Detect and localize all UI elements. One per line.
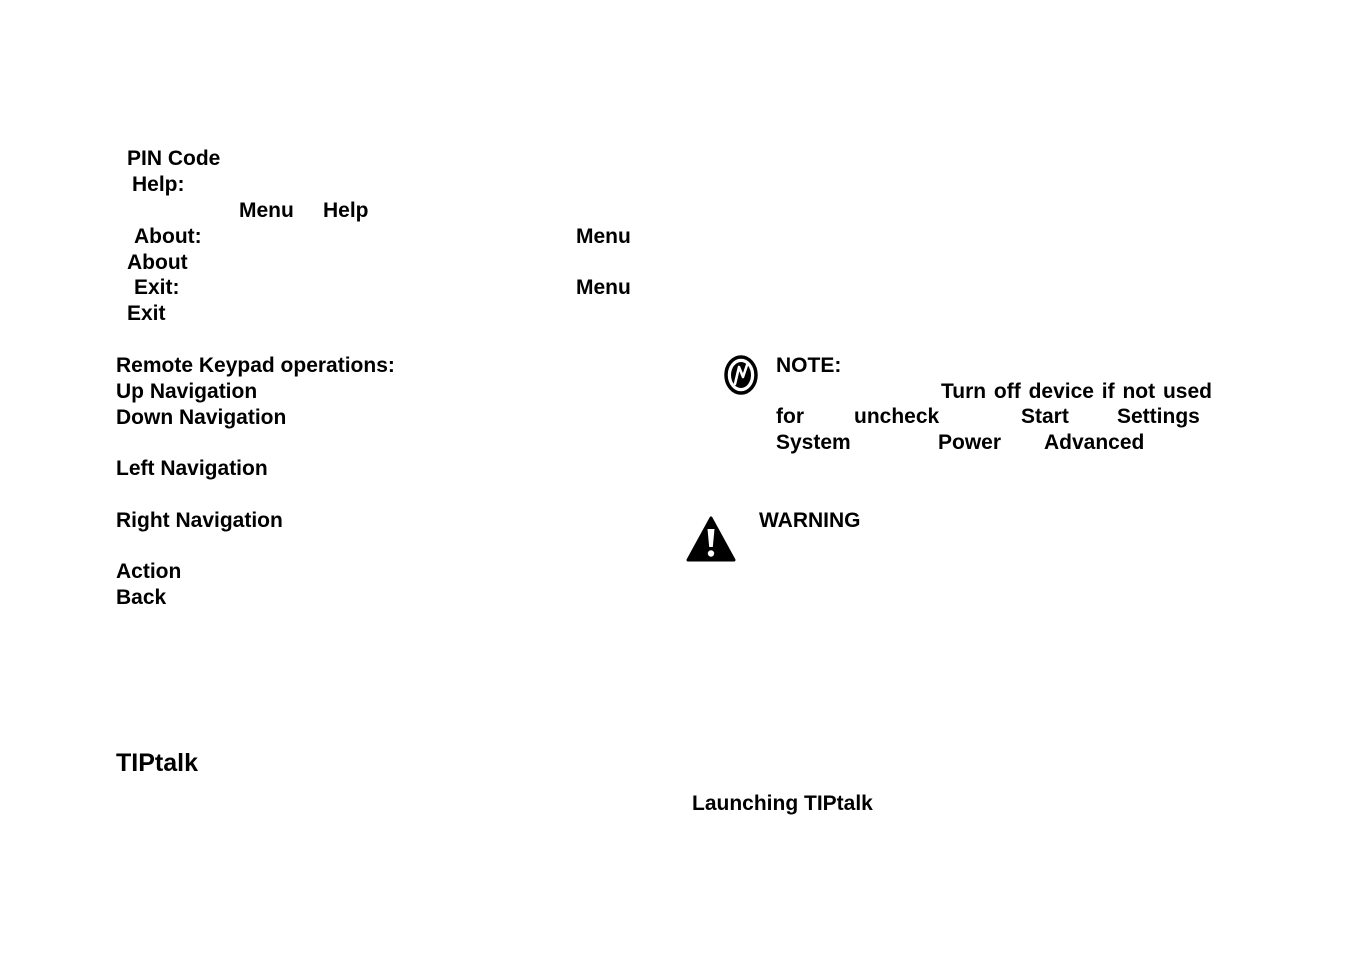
about-label: About: xyxy=(134,225,202,248)
keypad-up: Up Navigation xyxy=(116,380,258,403)
launching-title: Launching TIPtalk xyxy=(692,792,873,815)
note-word-start: Start xyxy=(1021,405,1069,428)
help-menu-word: Menu xyxy=(239,199,294,222)
note-label: NOTE: xyxy=(776,354,842,377)
note-word-for: for xyxy=(776,405,804,428)
exit-item: Exit xyxy=(127,302,166,325)
keypad-back: Back xyxy=(116,586,167,609)
exit-menu-word: Menu xyxy=(576,276,631,299)
note-word-advanced: Advanced xyxy=(1044,431,1145,454)
keypad-heading: Remote Keypad operations: xyxy=(116,354,395,377)
note-line-1: Turn off device if not used xyxy=(941,380,1212,403)
keypad-down: Down Navigation xyxy=(116,406,287,429)
pin-code-label: PIN Code xyxy=(127,147,221,170)
section-title: TIPtalk xyxy=(116,749,198,777)
note-word-uncheck: uncheck xyxy=(854,405,940,428)
help-label: Help: xyxy=(132,173,185,196)
help-help-word: Help xyxy=(323,199,369,222)
exit-label: Exit: xyxy=(134,276,180,299)
about-menu-word: Menu xyxy=(576,225,631,248)
keypad-left: Left Navigation xyxy=(116,457,268,480)
keypad-action: Action xyxy=(116,560,182,583)
note-word-power: Power xyxy=(938,431,1002,454)
note-word-settings: Settings xyxy=(1117,405,1200,428)
warning-label: WARNING xyxy=(759,509,861,532)
note-word-system: System xyxy=(776,431,851,454)
keypad-right: Right Navigation xyxy=(116,509,283,532)
note-icon xyxy=(722,353,760,397)
warning-triangle-icon xyxy=(685,515,737,563)
about-item: About xyxy=(127,251,188,274)
